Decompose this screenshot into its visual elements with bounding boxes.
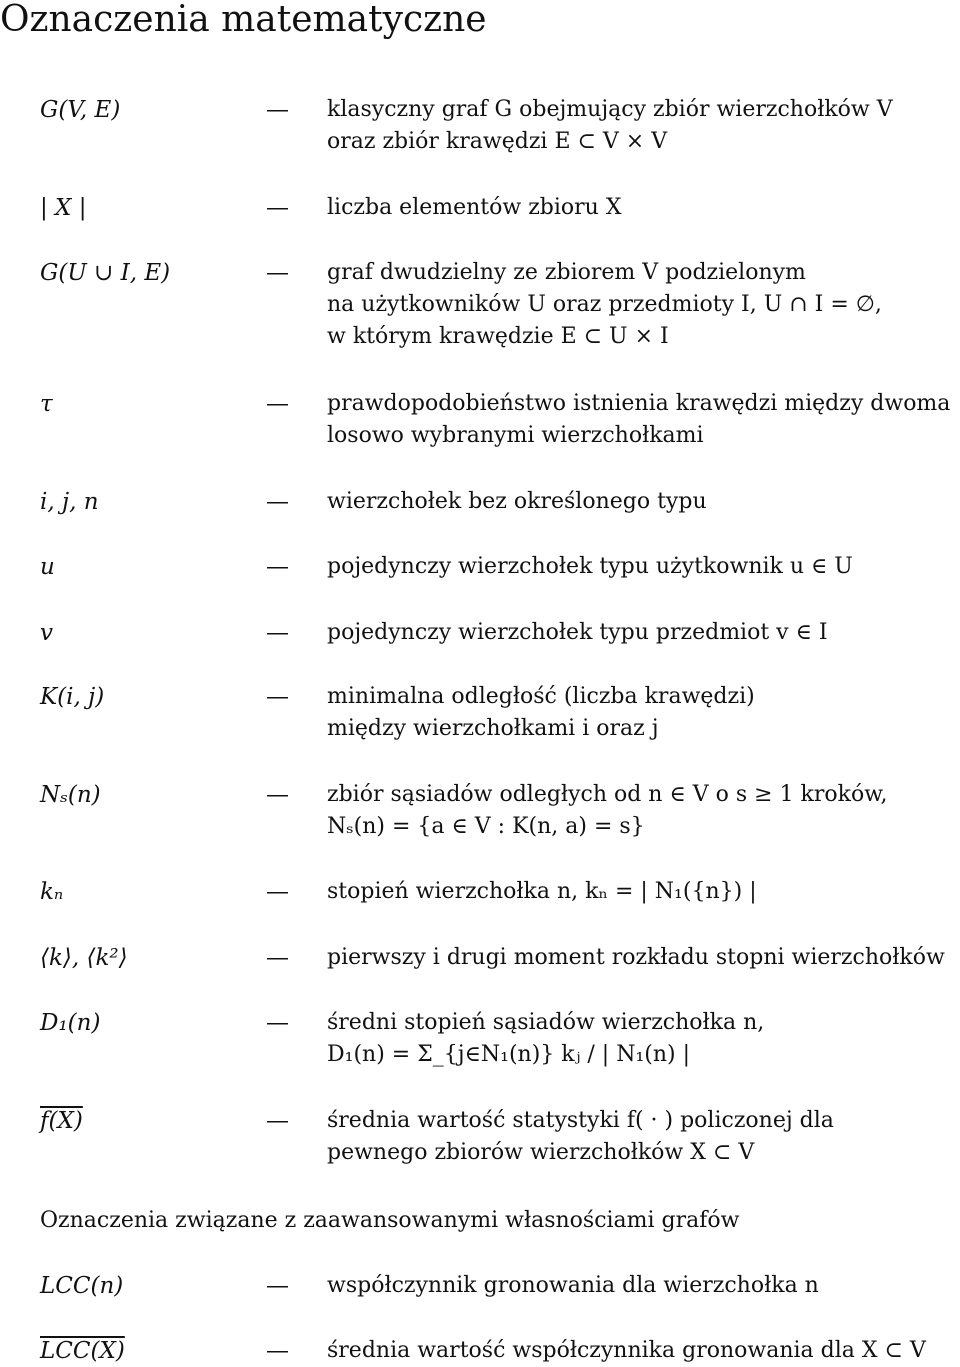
description-line: pojedynczy wierzchołek typu użytkownik u ∈ U — [327, 554, 853, 579]
notation-description — [327, 388, 960, 452]
notation-description — [327, 94, 960, 158]
separator-dash: — — [266, 945, 289, 971]
notation-description — [327, 681, 960, 745]
description-line: losowo wybranymi wierzchołkami — [327, 423, 704, 448]
description-line: Nₛ(n) = {a ∈ V : K(n, a) = s} — [327, 814, 645, 839]
separator-dash: — — [266, 260, 289, 286]
description-line: minimalna odległość (liczba krawędzi) — [327, 684, 755, 709]
notation-symbol: LCC(n) — [40, 1273, 124, 1299]
notation-description — [327, 942, 960, 974]
notation-symbol: i, j, n — [40, 489, 99, 515]
notation-symbol: G(U ∪ I, E) — [40, 260, 171, 286]
notation-symbol: kₙ — [40, 879, 64, 905]
section-heading: Oznaczenia związane z zaawansowanymi własnościami grafów — [40, 1208, 740, 1233]
notation-description — [327, 779, 960, 843]
description-line: graf dwudzielny ze zbiorem V podzielonym — [327, 260, 806, 285]
description-line: współczynnik gronowania dla wierzchołka n — [327, 1273, 819, 1298]
separator-dash: — — [266, 620, 289, 646]
notation-symbol: G(V, E) — [40, 97, 121, 123]
notation-description — [327, 551, 960, 583]
notation-description — [327, 1007, 960, 1071]
notation-description — [327, 1270, 960, 1302]
notation-symbol: | X | — [40, 195, 87, 221]
description-line: między wierzchołkami i oraz j — [327, 716, 659, 741]
description-line: liczba elementów zbioru X — [327, 195, 622, 220]
notation-symbol: f(X) — [40, 1108, 83, 1134]
description-line: prawdopodobieństwo istnienia krawędzi między dwoma — [327, 391, 951, 416]
description-line: średnia wartość współczynnika gronowania dla X ⊂ V — [327, 1338, 926, 1363]
description-line: wierzchołek bez określonego typu — [327, 489, 707, 514]
separator-dash: — — [266, 879, 289, 905]
separator-dash: — — [266, 684, 289, 710]
notation-description — [327, 486, 960, 518]
description-line: pojedynczy wierzchołek typu przedmiot v ∈ I — [327, 620, 828, 645]
notation-description — [327, 192, 960, 224]
notation-symbol: u — [40, 554, 55, 580]
notation-symbol: D₁(n) — [40, 1010, 101, 1036]
page-title: Oznaczenia matematyczne — [0, 0, 487, 40]
notation-symbol: τ — [40, 391, 53, 417]
description-line: pewnego zbiorów wierzchołków X ⊂ V — [327, 1140, 755, 1165]
separator-dash: — — [266, 489, 289, 515]
notation-symbol: Nₛ(n) — [40, 782, 101, 808]
description-line: zbiór sąsiadów odległych od n ∈ V o s ≥ 1 kroków, — [327, 782, 888, 807]
description-line: stopień wierzchołka n, kₙ = | N₁({n}) | — [327, 879, 757, 904]
notation-symbol: LCC(X) — [40, 1338, 125, 1364]
separator-dash: — — [266, 391, 289, 417]
description-line: na użytkowników U oraz przedmioty I, U ∩ I = ∅, — [327, 292, 882, 317]
separator-dash: — — [266, 195, 289, 221]
separator-dash: — — [266, 97, 289, 123]
notation-description — [327, 1335, 960, 1367]
notation-symbol: K(i, j) — [40, 684, 105, 710]
description-line: średnia wartość statystyki f( · ) policzonej dla — [327, 1108, 834, 1133]
notation-symbol: ⟨k⟩, ⟨k²⟩ — [40, 945, 128, 971]
description-line: w którym krawędzie E ⊂ U × I — [327, 324, 669, 349]
separator-dash: — — [266, 1010, 289, 1036]
separator-dash: — — [266, 1338, 289, 1364]
description-line: oraz zbiór krawędzi E ⊂ V × V — [327, 129, 668, 154]
notation-description — [327, 257, 960, 353]
notation-symbol: v — [40, 620, 53, 646]
description-line: klasyczny graf G obejmujący zbiór wierzchołków V — [327, 97, 893, 122]
separator-dash: — — [266, 1273, 289, 1299]
separator-dash: — — [266, 782, 289, 808]
notation-description — [327, 617, 960, 649]
notation-description — [327, 1105, 960, 1169]
description-line: średni stopień sąsiadów wierzchołka n, — [327, 1010, 765, 1035]
description-line: D₁(n) = Σ_{j∈N₁(n)} kⱼ / | N₁(n) | — [327, 1042, 691, 1067]
notation-description — [327, 876, 960, 908]
separator-dash: — — [266, 554, 289, 580]
description-line: pierwszy i drugi moment rozkładu stopni wierzchołków — [327, 945, 945, 970]
separator-dash: — — [266, 1108, 289, 1134]
